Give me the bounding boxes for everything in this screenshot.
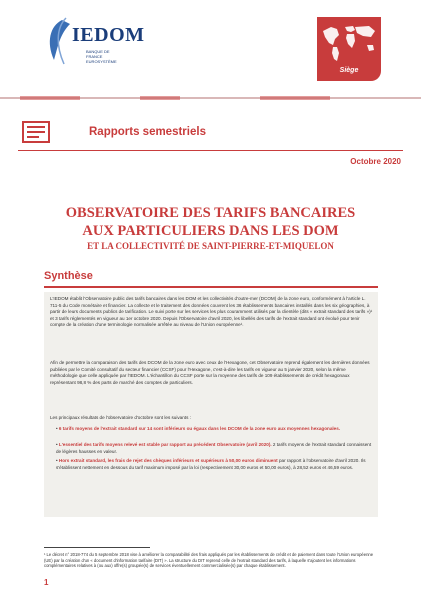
decorative-band bbox=[0, 94, 421, 102]
bullet-2: • L'essentiel des tarifs moyens relevé est stable par rapport au précédent Observatoire (avril 2020). 2 tarifs moyens de l'extrait standard connaissent de légères hausses en valeur. bbox=[56, 442, 372, 454]
footnote: ¹ Le décret n° 2018-774 du 5 septembre 2018 vise à améliorer la comparabilité des frais appliqués par les établissements de crédit et de paiement dans toute l'Union européenne (UE) par la création d'un « document d'information tarifaire (DIT) ». La structure du DIT reprend celle de l'extrait standard des tarifs, à laquelle s'ajoutent les informations complémentaires relatives à (ou aux) offre(s) groupée(s) de services éventuellement commercialisée(s) par chaque établissement. bbox=[44, 552, 374, 569]
bullet-3-bold: Hors extrait standard, les frais de rejet des chèques inférieurs et supérieurs à 50,00 euros diminuent bbox=[58, 458, 278, 463]
bullet-3: • Hors extrait standard, les frais de rejet des chèques inférieurs et supérieurs à 50,00 euros diminuent par rapport à l'observatoire d'avril 2020. Ils s'établissent nettement en dessous du tarif maximum imposé par la loi (respectivement 30,00 euros et 50,00 euros), à 28,52 euros et 46,59 euros. bbox=[56, 458, 366, 470]
logo-name: IEDOM bbox=[72, 24, 145, 46]
synthese-underline bbox=[44, 286, 378, 288]
page-number: 1 bbox=[44, 578, 49, 587]
list-intro: Les principaux résultats de l'observatoire d'octobre sont les suivants : bbox=[50, 415, 191, 420]
bullet-1-text: 6 tarifs moyens de l'extrait standard sur 14 sont inférieurs ou égaux dans les DCOM de la zone euro aux moyennes hexagonales. bbox=[58, 426, 341, 431]
bullet-1: • 6 tarifs moyens de l'extrait standard sur 14 sont inférieurs ou égaux dans les DCOM de la zone euro aux moyennes hexagonales. bbox=[56, 426, 341, 431]
document-lines-icon bbox=[24, 123, 48, 141]
paragraph-1: L'IEDOM établit l'Observatoire public des tarifs bancaires dans les DOM et les collectivités d'outre-mer (DCOM) de la zone euro, conformément à l'article L. 711-5 du Code monétaire et financier. La collecte et le traitement des données couvrent les 36 établissements bancaires installés dans les six géographies, à partir de leurs documents publics de tarification. Le suivi porte sur les services les plus couramment utilisés par la clientèle (dits « extrait standard des tarifs »)¹ et 3 tarifs réglementés en vigueur au 1er octobre 2020. Depuis l'Observatoire d'avril 2020, les libellés des tarifs de l'extrait standard ont évolué pour tenir compte de la création d'une terminologie normalisée arrêtée au niveau de l'Union européenne¹. bbox=[50, 296, 373, 328]
title-line-1: OBSERVATOIRE DES TARIFS BANCAIRES bbox=[65, 205, 356, 221]
footnote-separator bbox=[44, 547, 150, 548]
logo-subtitle: BANQUE DE FRANCE EUROSYSTÈME bbox=[86, 49, 117, 64]
world-map-icon bbox=[317, 17, 381, 67]
siege-badge bbox=[317, 17, 381, 81]
document-icon bbox=[22, 121, 50, 143]
bullet-3-rest: par rapport à l'observatoire d'avril 2020. Ils s'établissent nettement en dessous du tarif maximum imposé par la loi (respectivement 30,00 euros et 50,00 euros), à 28,52 euros et 46,59 euros. bbox=[56, 458, 366, 470]
divider bbox=[18, 150, 403, 151]
bullet-2-bold: L'essentiel des tarifs moyens relevé est stable par rapport au précédent Observatoire (avril 2020). bbox=[58, 442, 272, 447]
bullet-2-rest: 2 tarifs moyens de l'extrait standard connaissent de légères hausses en valeur. bbox=[56, 442, 372, 454]
title-line-2: AUX PARTICULIERS DANS LES DOM bbox=[82, 223, 339, 239]
paragraph-2: Afin de permettre la comparaison des tarifs des DCOM de la zone euro avec ceux de l'Hexagone, cet Observatoire reprend également les dernières données publiées par le Comité consultatif du secteur financier (CCSF) pour l'Hexagone, c'est-à-dire les tarifs en vigueur au 5 janvier 2020, selon la même méthodologie que celle appliquée par l'IEDOM. L'échantillon du CCSF porte sur la moyenne des tarifs de 109 établissements de crédit hexagonaux représentant 98,8 % des parts de marché des comptes de particuliers. bbox=[50, 360, 370, 385]
report-date: Octobre 2020 bbox=[350, 157, 401, 166]
synthese-heading: Synthèse bbox=[44, 270, 93, 282]
report-series: Rapports semestriels bbox=[89, 126, 206, 138]
siege-label: Siège bbox=[339, 67, 359, 74]
title-line-3: ET LA COLLECTIVITÉ DE SAINT-PIERRE-ET-MIQUELON bbox=[87, 241, 334, 251]
